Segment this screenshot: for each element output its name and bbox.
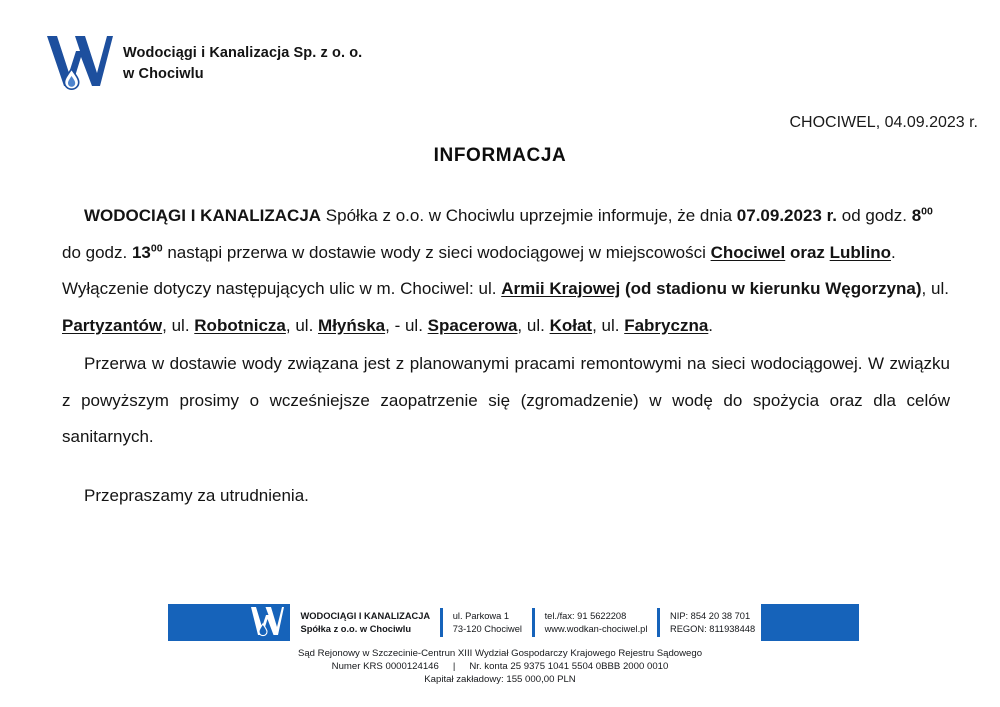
footer-regon: REGON: 811938448 bbox=[670, 623, 756, 634]
water-drop-w-logo-white-icon bbox=[250, 605, 284, 645]
footer-bank-account: Nr. konta 25 9375 1041 5504 0BBB 2000 0010 bbox=[469, 661, 669, 673]
street-kolat: Kołat bbox=[549, 315, 593, 335]
paragraph-reason-text: Przerwa w dostawie wody związana jest z planowanymi pracami remontowymi na sieci wodociągowej. W związku z powyższym prosimy o wcześniejsze zaopatrzenie się (zgromadzenie) w wodę do spożycia oraz dla celów sanitarnych. bbox=[62, 354, 950, 446]
sep-dash: , - bbox=[385, 315, 405, 335]
text-run-2: od godz. bbox=[837, 206, 912, 225]
street-prefix-4: ul. bbox=[295, 315, 319, 335]
sep-2: , bbox=[162, 315, 172, 335]
place-date-line: CHOCIWEL, 04.09.2023 r. bbox=[789, 114, 978, 131]
street-prefix-1: ul. bbox=[478, 279, 502, 298]
footer-company-line2: Spółka z o.o. w Chociwlu bbox=[300, 623, 412, 634]
hour-from-value: 8 bbox=[911, 206, 922, 225]
sep-4: , bbox=[517, 315, 527, 335]
hour-to-minutes: 00 bbox=[150, 241, 163, 254]
footer-columns bbox=[290, 604, 756, 641]
street-prefix-7: ul. bbox=[601, 315, 625, 335]
footer-legal-text bbox=[120, 647, 880, 687]
footer-phone: tel./fax: 91 5622208 bbox=[544, 611, 627, 622]
footer-divider-1 bbox=[440, 608, 443, 637]
street-robotnicza: Robotnicza bbox=[194, 315, 286, 335]
hour-from-minutes: 00 bbox=[921, 205, 933, 218]
footer-registry-column bbox=[670, 610, 755, 635]
footer-nip: NIP: 854 20 38 701 bbox=[670, 611, 751, 622]
outage-date: 07.09.2023 r. bbox=[736, 206, 838, 225]
paragraph-reason bbox=[62, 346, 950, 456]
document-title: INFORMACJA bbox=[433, 145, 567, 166]
conjunction-oraz: oraz bbox=[785, 242, 830, 262]
street-prefix-5: ul. bbox=[404, 315, 428, 335]
company-name-line1: Wodociągi i Kanalizacja Sp. z o. o. bbox=[123, 45, 363, 61]
document-footer bbox=[0, 604, 1000, 687]
street-mlynska: Młyńska bbox=[318, 315, 386, 335]
footer-divider-3 bbox=[657, 608, 660, 637]
legal-separator: | bbox=[452, 661, 456, 673]
sep-1: , bbox=[921, 279, 931, 298]
footer-address-street: ul. Parkowa 1 bbox=[452, 611, 510, 622]
footer-divider-2 bbox=[532, 608, 535, 637]
paragraph-announcement bbox=[62, 198, 950, 344]
footer-blue-block bbox=[761, 604, 859, 641]
footer-contact-column bbox=[545, 610, 648, 635]
text-run-5: . Wyłączenie dotyczy następujących ulic w m. Chociwel: bbox=[62, 242, 896, 298]
town-chociwel: Chociwel bbox=[710, 242, 786, 262]
company-name-block bbox=[123, 33, 362, 84]
footer-legal-line1: Sąd Rejonowy w Szczecinie-Centrun XIII Wydział Gospodarczy Krajowego Rejestru Sądowego bbox=[297, 648, 703, 659]
street-prefix-3: ul. bbox=[171, 315, 195, 335]
street-prefix-2: ul. bbox=[931, 279, 949, 298]
water-drop-w-logo-icon bbox=[45, 33, 113, 91]
sep-3: , bbox=[285, 315, 296, 335]
footer-website[interactable]: www.wodkan-chociwel.pl bbox=[544, 623, 648, 634]
text-run-3: do godz. bbox=[62, 242, 132, 262]
company-bold-name: WODOCIĄGI I KANALIZACJA bbox=[84, 206, 322, 225]
street-fabryczna: Fabryczna bbox=[624, 315, 709, 335]
text-run-1: Spółka z o.o. w Chociwlu uprzejmie informuje, że dnia bbox=[321, 206, 737, 225]
street-armii-krajowej-note: (od stadionu w kierunku Węgorzyna) bbox=[620, 279, 922, 298]
company-header bbox=[45, 33, 362, 91]
footer-legal-line3: Kapitał zakładowy: 155 000,00 PLN bbox=[424, 674, 576, 686]
paragraph-apology-text: Przepraszamy za utrudnienia. bbox=[84, 485, 309, 505]
town-lublino: Lublino bbox=[829, 242, 892, 262]
footer-logo-block bbox=[168, 604, 290, 641]
hour-to bbox=[132, 243, 163, 262]
footer-krs: Numer KRS 0000124146 bbox=[331, 661, 439, 673]
paragraph-apology bbox=[62, 478, 950, 515]
document-body bbox=[62, 198, 950, 514]
company-name-line2: w Chociwlu bbox=[123, 65, 204, 82]
footer-legal-line2 bbox=[120, 660, 880, 673]
street-prefix-6: ul. bbox=[526, 315, 550, 335]
text-run-4: nastąpi przerwa w dostawie wody z sieci wodociągowej w miejscowości bbox=[162, 242, 711, 262]
footer-address-column bbox=[453, 610, 522, 635]
sep-5: , bbox=[592, 315, 602, 335]
street-partyzantow: Partyzantów bbox=[62, 315, 163, 335]
footer-address-city: 73-120 Chociwel bbox=[452, 623, 522, 634]
footer-band bbox=[168, 604, 833, 641]
street-spacerowa: Spacerowa bbox=[427, 315, 518, 335]
hour-to-value: 13 bbox=[131, 242, 151, 262]
sentence-period: . bbox=[708, 315, 714, 335]
street-armii-krajowej: Armii Krajowej bbox=[501, 279, 621, 298]
footer-company-column bbox=[301, 610, 431, 635]
footer-company-line1: WODOCIĄGI I KANALIZACJA bbox=[300, 611, 431, 622]
hour-from bbox=[912, 206, 933, 225]
